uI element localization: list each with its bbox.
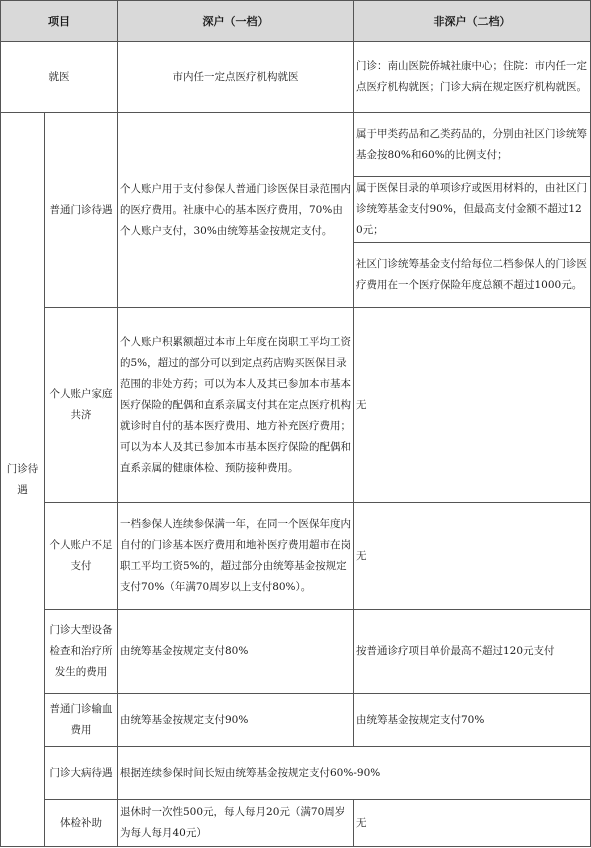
label-chronic: 门诊大病待遇 bbox=[45, 747, 118, 800]
label-outpatient: 门诊待遇 bbox=[1, 113, 45, 847]
label-transfusion: 普通门诊输血费用 bbox=[45, 694, 118, 747]
family-nondeep: 无 bbox=[354, 308, 591, 503]
checkup-nondeep: 无 bbox=[354, 800, 591, 847]
row-family bbox=[1, 308, 591, 503]
row-transfusion bbox=[1, 694, 591, 747]
general-deep: 个人账户用于支付参保人普通门诊医保目录范围内的医疗费用。社康中心的基本医疗费用，70%由个人账户支付，30%由统筹基金按规定支付。 bbox=[118, 113, 354, 308]
header-item: 项目 bbox=[1, 1, 118, 42]
general-nondeep-1: 属于甲类药品和乙类药品的，分别由社区门诊统筹基金按80%和60%的比例支付； bbox=[354, 113, 591, 177]
jiuyi-deep: 市内任一定点医疗机构就医 bbox=[118, 42, 354, 113]
row-equipment bbox=[1, 610, 591, 694]
chronic-both: 根据连续参保时间长短由统筹基金按规定支付60%-90% bbox=[118, 747, 591, 800]
transfusion-deep: 由统筹基金按规定支付90% bbox=[118, 694, 354, 747]
label-equipment: 门诊大型设备检查和治疗所发生的费用 bbox=[45, 610, 118, 694]
label-checkup: 体检补助 bbox=[45, 800, 118, 847]
shortage-nondeep: 无 bbox=[354, 503, 591, 610]
row-shortage bbox=[1, 503, 591, 610]
header-nondeep: 非深户（二档） bbox=[354, 1, 591, 42]
checkup-deep: 退休时一次性500元，每人每月20元（满70周岁为每人每月40元） bbox=[118, 800, 354, 847]
transfusion-nondeep: 由统筹基金按规定支付70% bbox=[354, 694, 591, 747]
equipment-nondeep: 按普通诊疗项目单价最高不超过120元支付 bbox=[354, 610, 591, 694]
label-general: 普通门诊待遇 bbox=[45, 113, 118, 308]
row-general-1 bbox=[1, 113, 591, 177]
equipment-deep: 由统筹基金按规定支付80% bbox=[118, 610, 354, 694]
label-family: 个人账户家庭共济 bbox=[45, 308, 118, 503]
header-deep: 深户（一档） bbox=[118, 1, 354, 42]
label-shortage: 个人账户不足支付 bbox=[45, 503, 118, 610]
row-checkup bbox=[1, 800, 591, 847]
shortage-deep: 一档参保人连续参保满一年，在同一个医保年度内自付的门诊基本医疗费用和地补医疗费用超市在岗职工平均工资5%的，超过部分由统筹基金按规定支付70%（年满70周岁以上支付80%）。 bbox=[118, 503, 354, 610]
label-jiuyi: 就医 bbox=[1, 42, 118, 113]
jiuyi-nondeep: 门诊：南山医院侨城社康中心；住院：市内任一定点医疗机构就医；门诊大病在规定医疗机构就医。 bbox=[354, 42, 591, 113]
general-nondeep-2: 属于医保目录的单项诊疗或医用材料的，由社区门诊统筹基金支付90%，但最高支付金额不超过120元； bbox=[354, 177, 591, 243]
general-nondeep-3: 社区门诊统筹基金支付给每位二档参保人的门诊医疗费用在一个医疗保险年度总额不超过1000元。 bbox=[354, 243, 591, 308]
row-chronic bbox=[1, 747, 591, 800]
family-deep: 个人账户积累额超过本市上年度在岗职工平均工资的5%，超过的部分可以到定点药店购买医保目录范围的非处方药；可以为本人及其已参加本市基本医疗保险的配偶和直系亲属支付其在定点医疗机构就诊时自付的基本医疗费用、地方补充医疗费用；可以为本人及其已参加本市基本医疗保险的配偶和直系亲属的健康体检、预防接种费用。 bbox=[118, 308, 354, 503]
row-jiuyi bbox=[1, 42, 591, 113]
header-row bbox=[1, 1, 591, 42]
